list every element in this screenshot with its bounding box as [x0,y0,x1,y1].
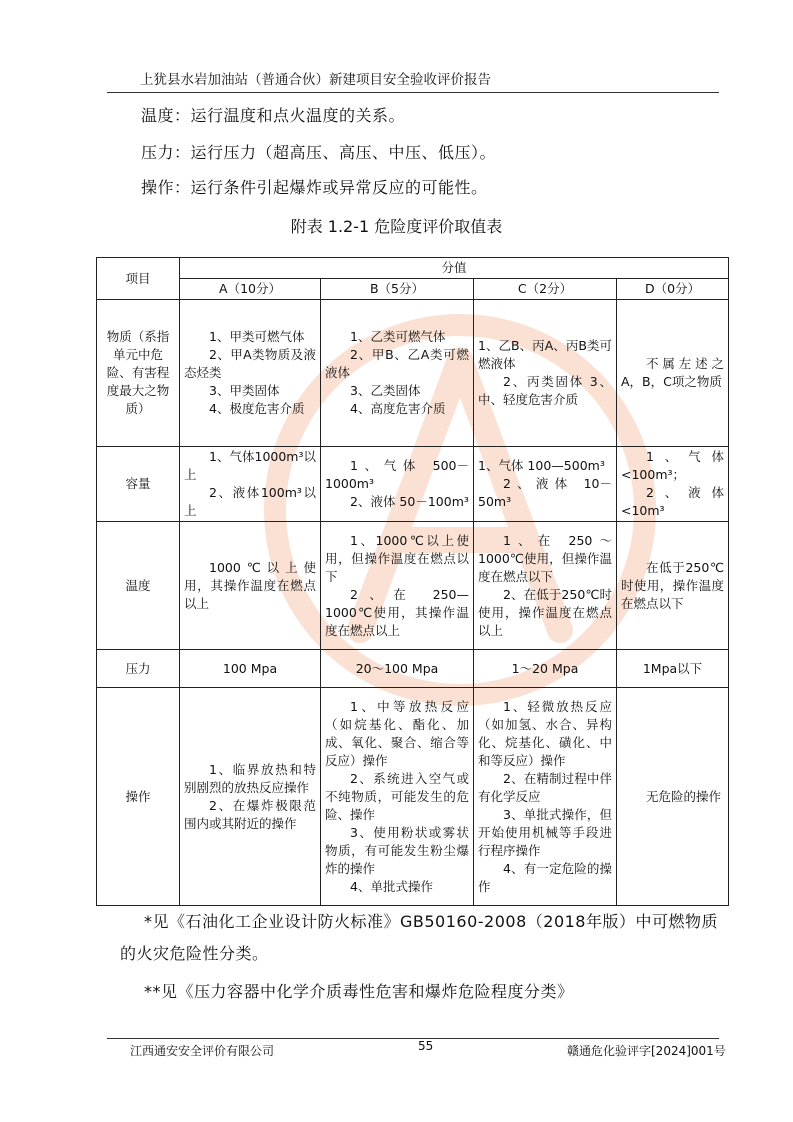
cell-operation-b: 1、中等放热反应（如烷基化、酯化、加成、氧化、聚合、缩合等反应）操作 2、系统进入空气或不纯物质，可能发生的危险、操作 3、使用粉状或雾状物质，有可能发生粉尘爆炸的操作 4、单批式操作 [321,688,474,906]
col-head-b: B（5分） [321,279,474,300]
footer-rule [107,1038,719,1039]
row-label-substance: 物质（系指单元中危险、有害程度最大之物质） [97,300,180,447]
cell-capacity-a: 1、气体1000m³以上 2、液体100m³以上 [180,447,321,522]
note-pressure-vessel: **见《压力容器中化学介质毒性危害和爆炸危险程度分类》 [144,982,574,1001]
risk-value-table [96,257,729,906]
header-score-cell: 分值 [180,258,729,279]
cell-temperature-c: 1、在 250～1000℃使用，但操作温度在燃点以下 2、在低于250℃时使用，操作温度在燃点以上 [474,522,617,650]
cell-substance-c: 1、乙B、丙A、丙B类可燃液体 2、丙类固体 3、中、轻度危害介质 [474,300,617,447]
row-label-pressure: 压力 [97,650,180,688]
cell-pressure-b: 20～100 Mpa [321,650,474,688]
cell-operation-a: 1、临界放热和特别剧烈的放热反应操作 2、在爆炸极限范围内或其附近的操作 [180,688,321,906]
table-row [97,650,729,688]
header-title: 上犹县水岩加油站（普通合伙）新建项目安全验收评价报告 [140,72,491,88]
footer-doc-number: 赣通危化验评字[2024]001号 [567,1044,726,1058]
row-label-capacity: 容量 [97,447,180,522]
cell-capacity-b: 1、气体 500－1000m³ 2、液体 50－100m³ [321,447,474,522]
cell-pressure-a: 100 Mpa [180,650,321,688]
cell-temperature-a: 1000℃以上使用，其操作温度在燃点以上 [180,522,321,650]
col-head-a: A（10分） [180,279,321,300]
table-title: 附表 1.2-1 危险度评价取值表 [290,217,503,236]
cell-substance-a: 1、甲类可燃气体 2、甲A类物质及液态烃类 3、甲类固体 4、极度危害介质 [180,300,321,447]
table-row [97,688,729,906]
cell-substance-b: 1、乙类可燃气体 2、甲B、乙A类可燃液体 3、乙类固体 4、高度危害介质 [321,300,474,447]
cell-operation-c: 1、轻微放热反应（如加氢、水合、异构化、烷基化、磺化、中和等反应）操作 2、在精制过程中伴有化学反应 3、单批式操作，但开始使用机械等手段进行程序操作 4、有一定危险的操作 [474,688,617,906]
header-item-cell: 项目 [97,258,180,300]
footer-page-number: 55 [418,1039,434,1053]
cell-capacity-c: 1、气体 100—500m³ 2、液体 10－50m³ [474,447,617,522]
cell-pressure-c: 1～20 Mpa [474,650,617,688]
intro-operation: 操作：运行条件引起爆炸或异常反应的可能性。 [141,178,488,197]
table-row [97,522,729,650]
table-row [97,300,729,447]
intro-pressure: 压力：运行压力（超高压、高压、中压、低压）。 [141,143,497,162]
footer-company: 江西通安安全评价有限公司 [130,1044,275,1058]
table-row [97,447,729,522]
note-fire-standard: *见《石油化工企业设计防火标准》GB50160-2008（2018年版）中可燃物质的火灾危险性分类。 [120,912,718,963]
row-label-temperature: 温度 [97,522,180,650]
intro-temperature: 温度：运行温度和点火温度的关系。 [141,106,406,125]
row-label-operation: 操作 [97,688,180,906]
cell-substance-d: 不属左述之 A，B，C项之物质 [617,300,729,447]
cell-operation-d: 无危险的操作 [617,688,729,906]
header-rule [107,92,719,93]
cell-pressure-d: 1Mpa以下 [617,650,729,688]
cell-temperature-b: 1、1000℃以上使用，但操作温度在燃点以下 2、在 250—1000℃使用，其操作温度在燃点以上 [321,522,474,650]
col-head-d: D（0分） [617,279,729,300]
col-head-c: C（2分） [474,279,617,300]
cell-temperature-d: 在低于250℃时使用，操作温度在燃点以下 [617,522,729,650]
cell-capacity-d: 1、气体<100m³； 2、液体<10m³ [617,447,729,522]
